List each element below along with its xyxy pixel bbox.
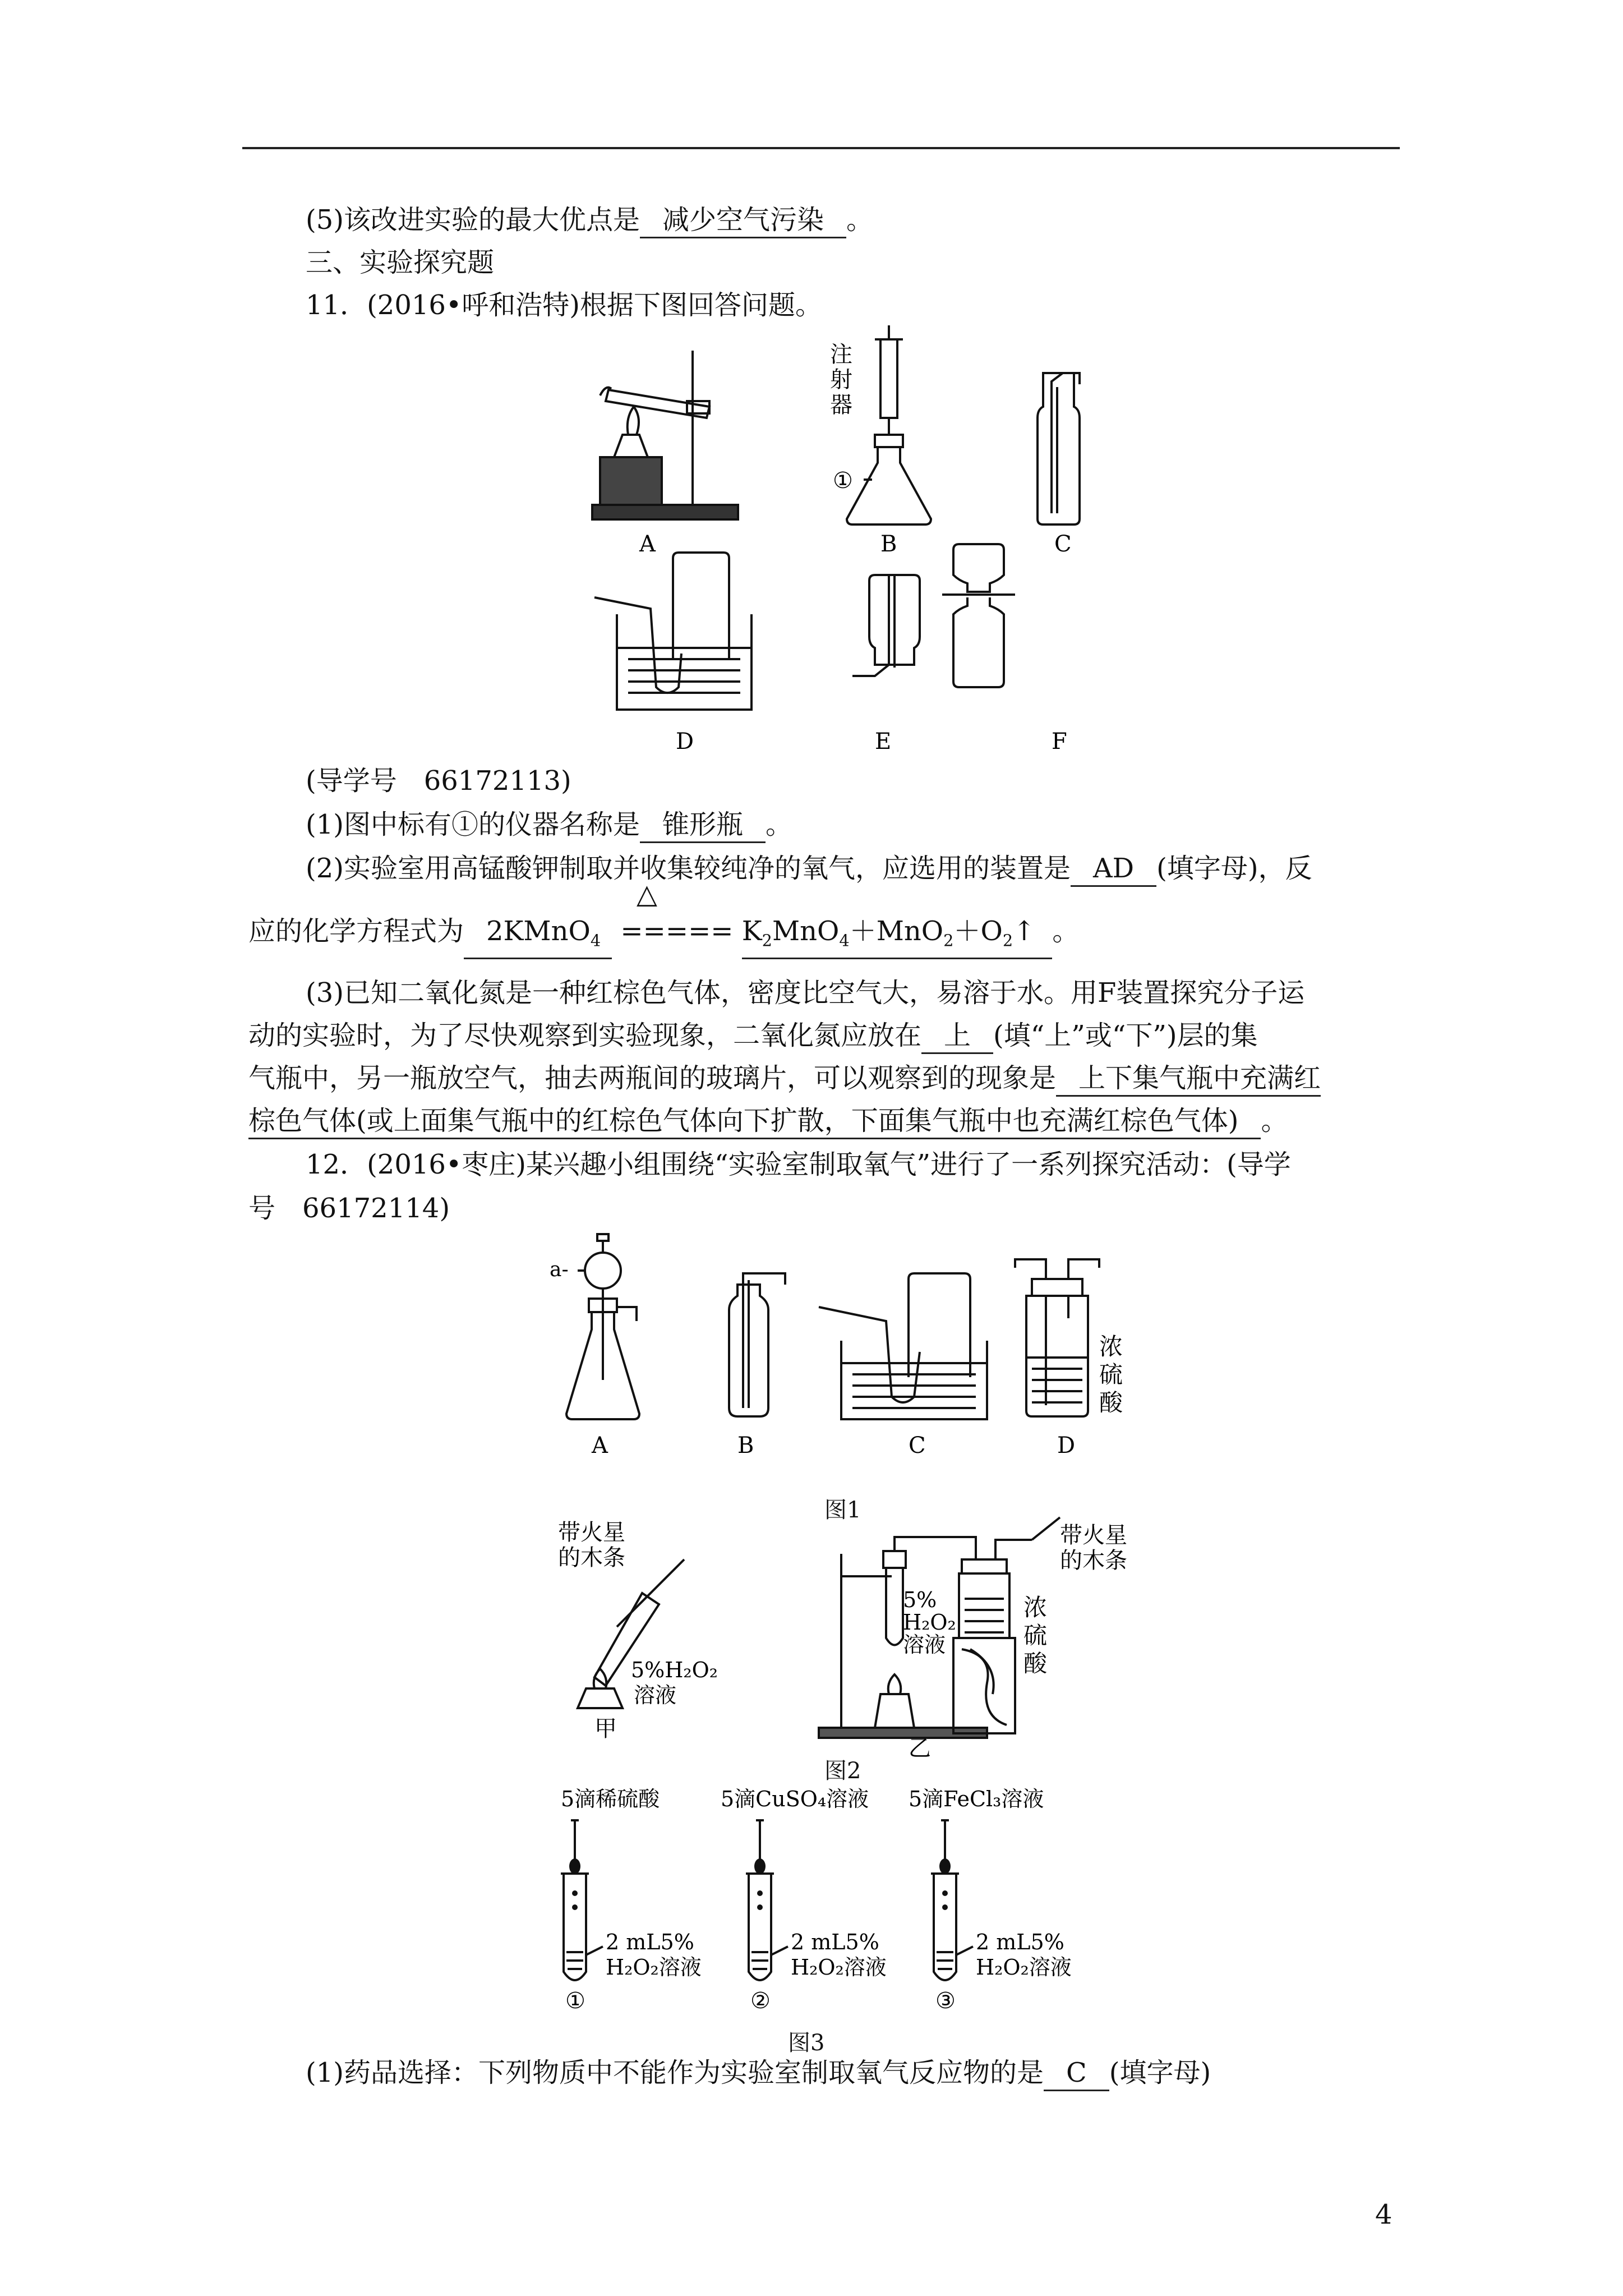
delta-symbol: △ [637, 878, 657, 910]
tube1-num: ① [565, 1988, 585, 2014]
fig1-caption: 图1 [824, 1497, 861, 1523]
q11-part2b: 应的化学方程式为 2KMnO$_4$ ===== $K_2MnO_4+MnO_2+O_2↑$ 。 [248, 914, 1079, 959]
tube1-reagent: 5滴稀硫酸 [561, 1787, 660, 1811]
fig1-label-C: C [909, 1433, 926, 1458]
q11-figure [583, 323, 1122, 760]
tube1-sol: H₂O₂溶液 [606, 1955, 702, 1980]
fig2-right-sol-1: 5% [903, 1588, 937, 1612]
tube2-num: ② [750, 1988, 771, 2014]
q11-part1: (1)图中标有①的仪器名称是 锥形瓶 。 [306, 808, 792, 843]
fig-label-D: D [676, 729, 694, 754]
fig2-right-stick-2: 的木条 [1060, 1548, 1127, 1573]
q10-part5: (5)该改进实验的最大优点是 减少空气污染 。 [306, 203, 873, 238]
fig-label-E: E [875, 729, 892, 754]
flask-marker: ① [833, 468, 853, 494]
fig2-left-sol-1: 5%H₂O₂ [631, 1658, 718, 1682]
answer-blank: 上 [921, 1019, 993, 1054]
answer-blank: AD [1071, 852, 1156, 887]
fig-label-F: F [1052, 729, 1067, 754]
tube3-num: ③ [935, 1988, 956, 2014]
fig2-left-sol-2: 溶液 [634, 1683, 677, 1708]
fig1-a-label: a- [550, 1258, 569, 1281]
q11-part3b: 动的实验时，为了尽快观察到实验现象，二氧化氮应放在 上 (填“上”或“下”)层的集 [248, 1019, 1258, 1054]
fig2-caption: 图2 [824, 1758, 861, 1784]
page-number: 4 [1375, 2199, 1393, 2230]
fig-label-A: A [639, 531, 656, 557]
fig-label-B: B [880, 531, 897, 557]
tube3-sol: H₂O₂溶液 [976, 1955, 1072, 1980]
q11-part3d: 棕色气体(或上面集气瓶中的红棕色气体向下扩散，下面集气瓶中也充满红棕色气体) 。 [248, 1104, 1288, 1139]
fig1-label-A: A [592, 1433, 608, 1458]
syringe-label-3: 器 [830, 392, 852, 418]
tube3-vol: 2 mL5% [976, 1930, 1064, 1954]
answer-blank: 棕色气体(或上面集气瓶中的红棕色气体向下扩散，下面集气瓶中也充满红棕色气体) [248, 1104, 1261, 1139]
fig2-right-stick-1: 带火星 [1060, 1522, 1127, 1548]
tube2-reagent: 5滴CuSO₄溶液 [721, 1787, 869, 1811]
fig2-left-stick-1: 带火星 [558, 1520, 625, 1545]
q12-figure-2 [544, 1515, 1161, 1761]
acid-label-3: 酸 [1099, 1389, 1123, 1416]
fig3-caption: 图3 [788, 2030, 825, 2056]
equation-lhs: 2KMnO [486, 915, 591, 947]
equals-sign: ===== [620, 915, 734, 947]
q12-part1: (1)药品选择：下列物质中不能作为实验室制取氧气反应物的是 C (填字母) [306, 2056, 1211, 2091]
q11-part3c: 气瓶中，另一瓶放空气，抽去两瓶间的玻璃片，可以观察到的现象是 上下集气瓶中充满红 [248, 1061, 1321, 1097]
section-title: 三、实验探究题 [306, 247, 495, 278]
syringe-label-2: 射 [830, 367, 852, 393]
fig2-jia: 甲 [594, 1716, 617, 1742]
acid-label-1: 浓 [1099, 1333, 1123, 1360]
tube1-vol: 2 mL5% [606, 1930, 694, 1954]
acid-label-2: 硫 [1099, 1361, 1123, 1388]
q11-part2a: (2)实验室用高锰酸钾制取并收集较纯净的氧气，应选用的装置是 AD (填字母)，反 [306, 852, 1312, 887]
answer-blank: 减少空气污染 [640, 203, 846, 238]
q11-part3a: (3)已知二氧化氮是一种红棕色气体，密度比空气大，易溶于水。用F装置探究分子运 [306, 977, 1305, 1009]
syringe-label-1: 注 [830, 342, 852, 367]
fig1-label-D: D [1057, 1433, 1076, 1458]
fig2-right-sol-3: 溶液 [903, 1632, 946, 1657]
q12-title-a: 12．(2016•枣庄)某兴趣小组围绕“实验室制取氧气”进行了一系列探究活动：(导学 [306, 1149, 1291, 1180]
tube3-reagent: 5滴FeCl₃溶液 [909, 1787, 1044, 1811]
header-rule [242, 147, 1400, 149]
fig2-right-sol-2: H₂O₂ [903, 1610, 956, 1635]
q11-guide: (导学号 66172113) [306, 765, 571, 797]
fig2-left-stick-2: 的木条 [558, 1545, 625, 1571]
tube2-sol: H₂O₂溶液 [791, 1955, 887, 1980]
fig2-acid-2: 硫 [1023, 1622, 1048, 1649]
fig2-acid-3: 酸 [1023, 1650, 1048, 1677]
q12-figure-1 [538, 1228, 1144, 1487]
fig2-acid-1: 浓 [1023, 1594, 1048, 1621]
tube2-vol: 2 mL5% [791, 1930, 879, 1954]
fig2-yi: 乙 [909, 1736, 931, 1761]
q12-title-b: 号 66172114) [248, 1193, 450, 1224]
answer-blank: C [1044, 2056, 1109, 2091]
fig1-label-B: B [737, 1433, 754, 1458]
answer-blank: 锥形瓶 [640, 808, 766, 843]
fig-label-C: C [1054, 531, 1072, 557]
answer-blank: 上下集气瓶中充满红 [1056, 1061, 1321, 1097]
q12-figure-3 [550, 1781, 1099, 2039]
q11-title: 11．(2016•呼和浩特)根据下图回答问题。 [306, 289, 823, 321]
